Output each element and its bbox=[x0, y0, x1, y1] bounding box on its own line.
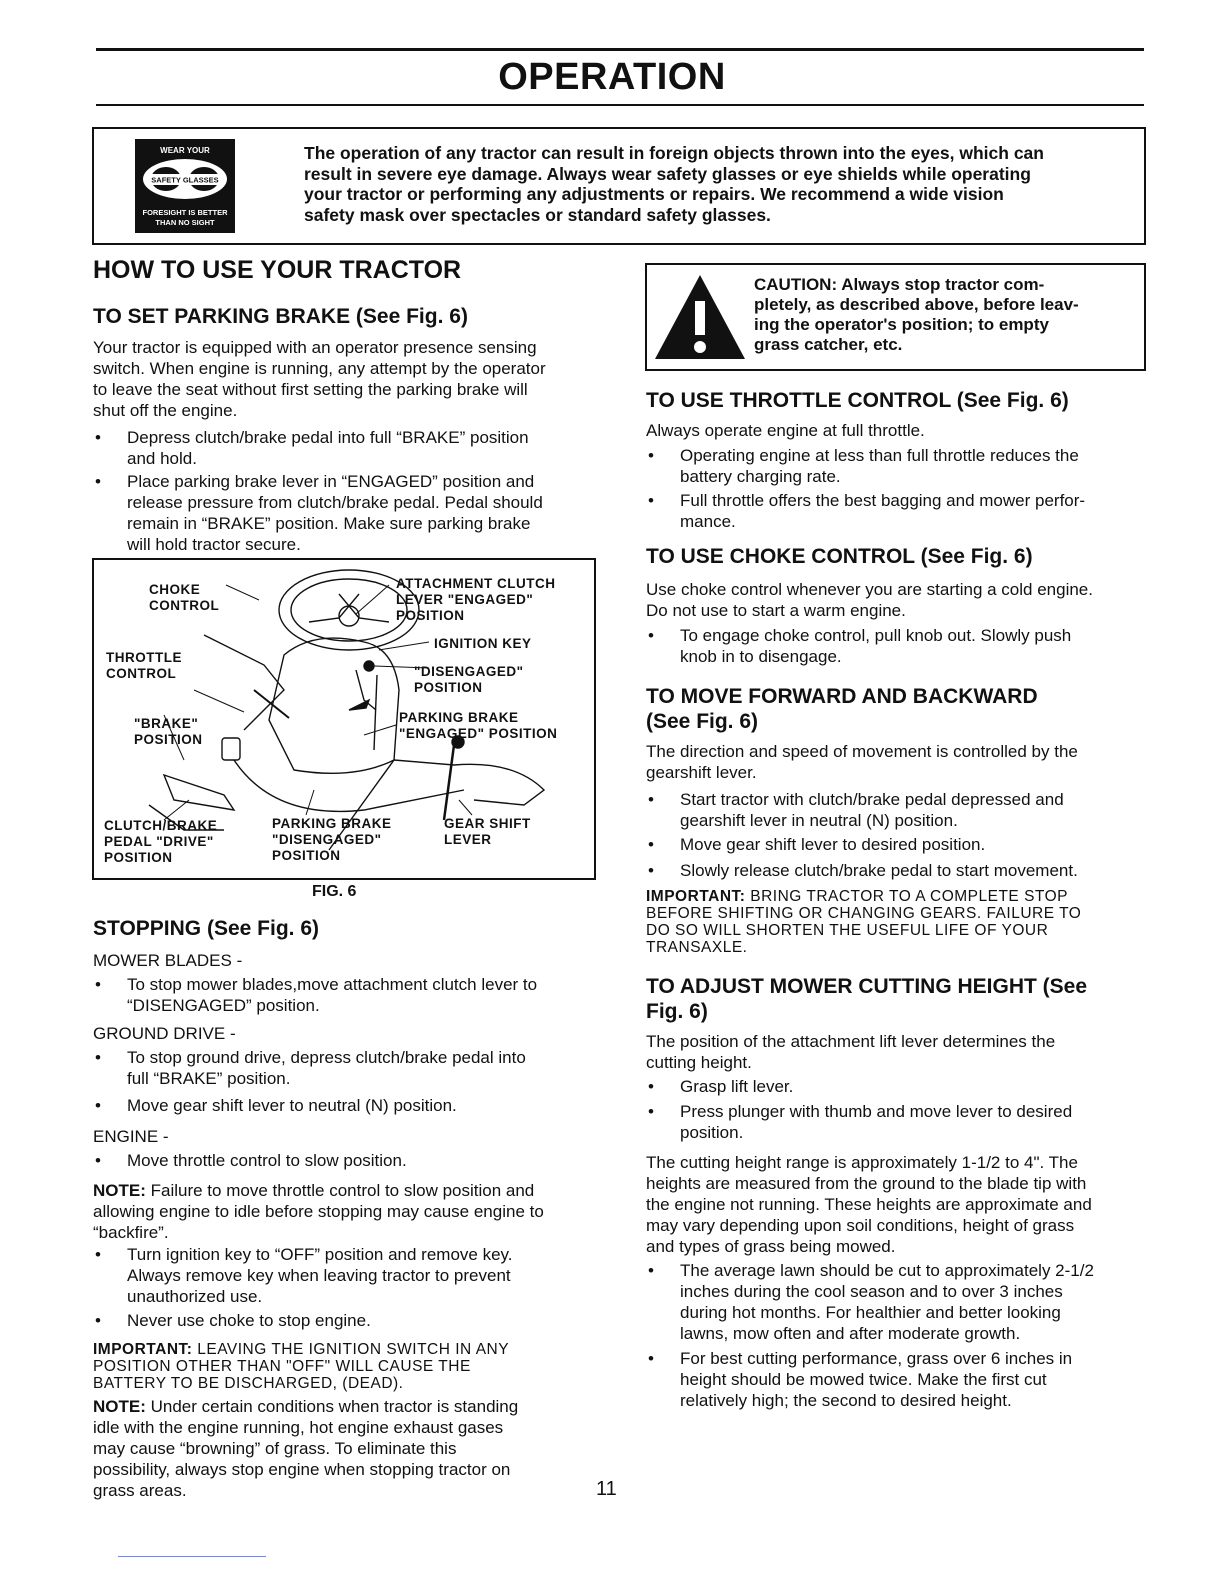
caution-text: CAUTION: Always stop tractor com- pletely, as described above, before leav- ing the operator's position; to empty grass catcher, etc. bbox=[754, 275, 1079, 354]
throttle-heading: TO USE THROTTLE CONTROL (See Fig. 6) bbox=[646, 389, 1069, 412]
engine-bullet-1: • Move throttle control to slow position. bbox=[93, 1150, 637, 1171]
warning-triangle-icon bbox=[653, 273, 747, 361]
note-1: NOTE: Failure to move throttle control to slow position and allowing engine to idle before stopping may cause engine to “backfire”. bbox=[93, 1181, 544, 1242]
label-gear-shift-lever: GEAR SHIFT LEVER bbox=[444, 816, 531, 847]
icon-text-2: SAFETY GLASSES bbox=[151, 175, 219, 185]
move-bullet-3: • Slowly release clutch/brake pedal to start movement. bbox=[646, 860, 1180, 881]
label-ignition-key: IGNITION KEY bbox=[434, 636, 532, 651]
mower-blades-label: MOWER BLADES - bbox=[93, 951, 243, 970]
ground-drive-bullet-1: • To stop ground drive, depress clutch/brake pedal into full “BRAKE” position. bbox=[93, 1047, 637, 1089]
label-brake-position: "BRAKE" POSITION bbox=[134, 716, 203, 747]
engine-bullet-3: • Never use choke to stop engine. bbox=[93, 1310, 637, 1331]
throttle-bullet-1: • Operating engine at less than full throttle reduces the battery charging rate. bbox=[646, 445, 1180, 487]
label-parking-brake-disengaged: PARKING BRAKE "DISENGAGED" POSITION bbox=[272, 816, 392, 863]
move-bullet-1: • Start tractor with clutch/brake pedal depressed and gearshift lever in neutral (N) position. bbox=[646, 789, 1180, 831]
safety-glasses-icon bbox=[135, 139, 235, 233]
engine-bullet-2: • Turn ignition key to “OFF” position and remove key. Always remove key when leaving tractor to prevent unauthorized use. bbox=[93, 1244, 637, 1307]
label-disengaged-position: "DISENGAGED" POSITION bbox=[414, 664, 524, 695]
icon-text-4: THAN NO SIGHT bbox=[155, 218, 215, 227]
mower-blades-bullet: • To stop mower blades,move attachment clutch lever to “DISENGAGED” position. bbox=[93, 974, 637, 1016]
cutting-height-bullet-3: • The average lawn should be cut to approximately 2-1/2 inches during the cool season and to over 3 inches during hot months. For healthier and better looking lawns, mow often and after moderate growth. bbox=[646, 1260, 1180, 1344]
section-title: HOW TO USE YOUR TRACTOR bbox=[93, 256, 462, 284]
note-2: NOTE: Under certain conditions when tractor is standing idle with the engine running, hot engine exhaust gases may cause “browning” of grass. To eliminate this possibility, always stop engine when stopping tractor on grass areas. bbox=[93, 1397, 519, 1500]
cutting-height-bullet-2: • Press plunger with thumb and move lever to desired position. bbox=[646, 1101, 1180, 1143]
important-ignition: IMPORTANT: LEAVING THE IGNITION SWITCH IN ANY POSITION OTHER THAN "OFF" WILL CAUSE THE BATTERY TO BE DISCHARGED, (DEAD). bbox=[93, 1341, 510, 1392]
label-parking-brake-engaged: PARKING BRAKE "ENGAGED" POSITION bbox=[399, 710, 558, 741]
choke-bullet-1: • To engage choke control, pull knob out. Slowly push knob in to disengage. bbox=[646, 625, 1180, 667]
parking-intro: Your tractor is equipped with an operator presence sensing switch. When engine is running, any attempt by the operator to leave the seat without first setting the parking brake will shut off the engine. bbox=[93, 338, 546, 420]
ground-drive-bullet-2: • Move gear shift lever to neutral (N) position. bbox=[93, 1095, 637, 1116]
figure-6 bbox=[92, 558, 596, 880]
move-bullet-2: • Move gear shift lever to desired position. bbox=[646, 834, 1180, 855]
ground-drive-label: GROUND DRIVE - bbox=[93, 1024, 236, 1043]
choke-intro: Use choke control whenever you are starting a cold engine. Do not use to start a warm engine. bbox=[646, 580, 1093, 620]
caution-box bbox=[645, 263, 1146, 371]
choke-heading: TO USE CHOKE CONTROL (See Fig. 6) bbox=[646, 545, 1033, 568]
label-choke-control: CHOKE CONTROL bbox=[149, 582, 220, 613]
safety-notice-box bbox=[92, 127, 1146, 245]
parking-bullet-1: • Depress clutch/brake pedal into full “BRAKE” position and hold. bbox=[93, 427, 637, 469]
throttle-bullet-2: • Full throttle offers the best bagging and mower perfor- mance. bbox=[646, 490, 1180, 532]
parking-brake-heading: TO SET PARKING BRAKE (See Fig. 6) bbox=[93, 305, 468, 328]
important-shifting: IMPORTANT: BRING TRACTOR TO A COMPLETE STOP BEFORE SHIFTING OR CHANGING GEARS. FAILURE TO DO SO WILL SHORTEN THE USEFUL LIFE OF YOUR TRANSAXLE. bbox=[646, 888, 1082, 956]
figure-caption: FIG. 6 bbox=[312, 883, 357, 900]
icon-text-3: FORESIGHT IS BETTER bbox=[142, 208, 228, 217]
page-number: 11 bbox=[596, 1478, 617, 1500]
footer-line bbox=[118, 1556, 266, 1557]
move-intro: The direction and speed of movement is controlled by the gearshift lever. bbox=[646, 742, 1078, 782]
engine-label: ENGINE - bbox=[93, 1127, 169, 1146]
cutting-height-intro: The position of the attachment lift lever determines the cutting height. bbox=[646, 1032, 1056, 1072]
safety-notice-text: The operation of any tractor can result in foreign objects thrown into the eyes, which can result in severe eye damage. Always wear safety glasses or eye shields while operating your tractor or performing any adjustments or repairs. We recommend a wide vision safety mask over spectacles or standard safety glasses. bbox=[304, 143, 1044, 225]
move-heading: TO MOVE FORWARD AND BACKWARD (See Fig. 6) bbox=[646, 685, 1038, 733]
cutting-height-bullet-4: • For best cutting performance, grass over 6 inches in height should be mowed twice. Make the first cut relatively high; the second to desired height. bbox=[646, 1348, 1180, 1411]
cutting-height-paragraph: The cutting height range is approximately 1-1/2 to 4". The heights are measured from the ground to the blade tip with the engine not running. These heights are approximate and may vary depending upon soil conditions, height of grass and types of grass being mowed. bbox=[646, 1153, 1092, 1256]
label-throttle-control: THROTTLE CONTROL bbox=[106, 650, 182, 681]
stopping-heading: STOPPING (See Fig. 6) bbox=[93, 917, 319, 940]
top-rule bbox=[96, 48, 1144, 51]
parking-bullet-2: • Place parking brake lever in “ENGAGED” position and release pressure from clutch/brake pedal. Pedal should remain in “BRAKE” position. Make sure parking brake will hold tractor secure. bbox=[93, 471, 637, 555]
cutting-height-bullet-1: • Grasp lift lever. bbox=[646, 1076, 1180, 1097]
title-rule bbox=[96, 104, 1144, 106]
cutting-height-heading: TO ADJUST MOWER CUTTING HEIGHT (See Fig. 6) bbox=[646, 975, 1088, 1023]
label-attachment-clutch: ATTACHMENT CLUTCH LEVER "ENGAGED" POSITION bbox=[396, 576, 556, 623]
label-clutch-brake-pedal: CLUTCH/BRAKE PEDAL "DRIVE" POSITION bbox=[104, 818, 218, 865]
page-title: OPERATION bbox=[498, 56, 726, 98]
icon-text-1: WEAR YOUR bbox=[160, 146, 210, 155]
throttle-intro: Always operate engine at full throttle. bbox=[646, 421, 925, 440]
